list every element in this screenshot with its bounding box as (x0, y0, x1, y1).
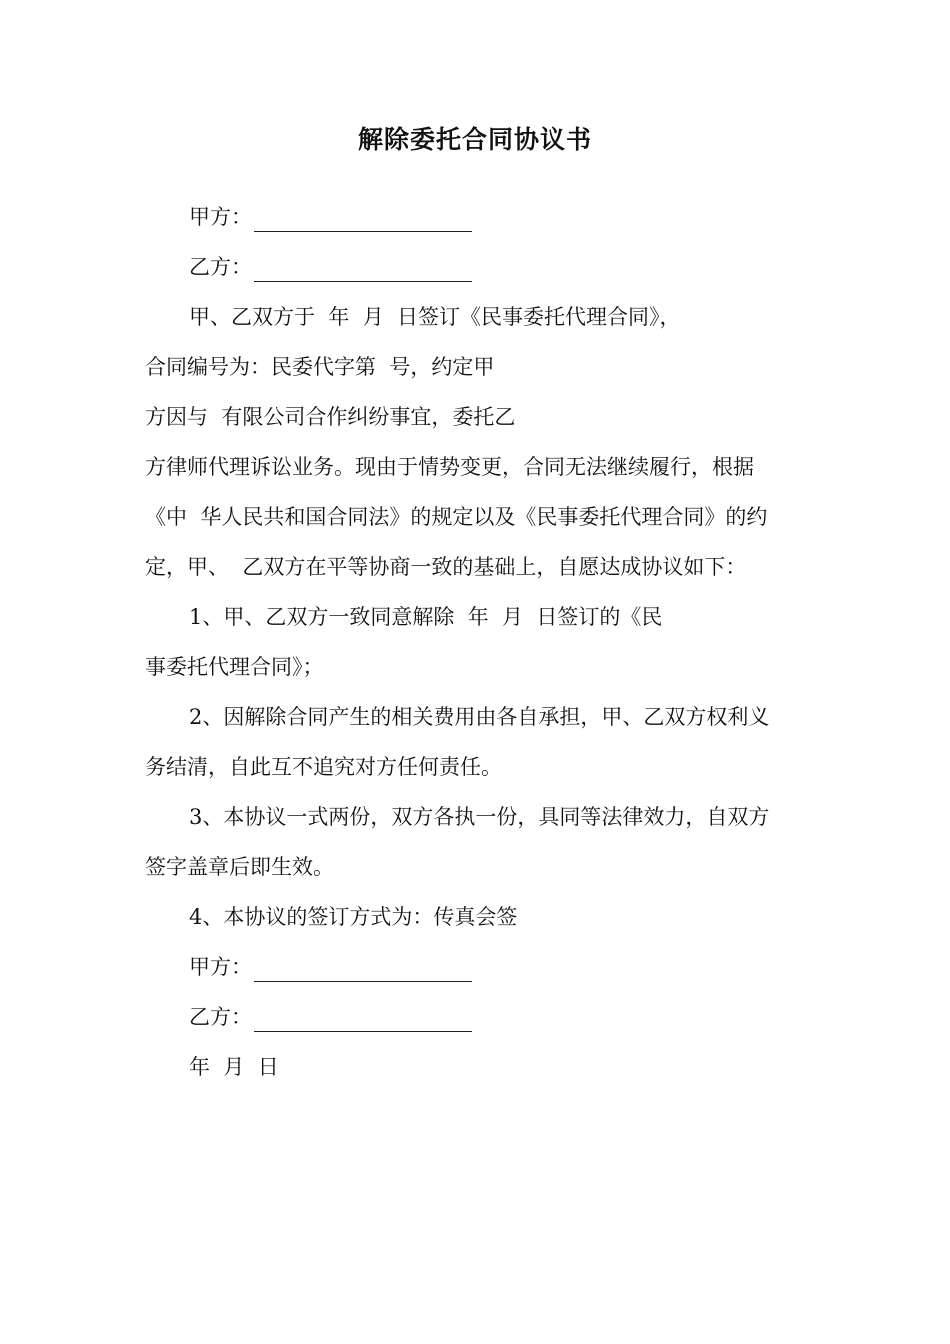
signature-party-b-label: 乙方： (189, 1005, 252, 1029)
intro-line: 甲、乙双方于 年 月 日签订《民事委托代理合同》， (189, 305, 681, 329)
signature-party-a-blank-line (254, 959, 472, 982)
clause-1-line: 1、甲、乙双方一致同意解除 年 月 日签订的《民 (189, 605, 663, 629)
intro-line: 方律师代理诉讼业务。现由于情势变更，合同无法继续履行，根据 (145, 455, 754, 479)
party-b-blank-line (254, 259, 472, 282)
header-party-b (189, 252, 472, 282)
intro-line: 合同编号为：民委代字第 号，约定甲 (145, 355, 495, 379)
party-a-label: 甲方： (189, 205, 252, 229)
signature-party-a (189, 952, 472, 982)
header-party-a (189, 202, 472, 232)
intro-line: 方因与 有限公司合作纠纷事宜，委托乙 (145, 405, 516, 429)
intro-line: 《中 华人民共和国合同法》的规定以及《民事委托代理合同》的约 (145, 505, 768, 529)
signature-date: 年 月 日 (189, 1055, 279, 1079)
clause-2-line: 务结清，自此互不追究对方任何责任。 (145, 755, 502, 779)
clause-3-line: 签字盖章后即生效。 (145, 855, 334, 879)
clause-1-line: 事委托代理合同》； (145, 655, 324, 679)
signature-party-b-blank-line (254, 1009, 472, 1032)
clause-3-line: 3、本协议一式两份，双方各执一份，具同等法律效力，自双方 (189, 805, 770, 829)
signature-party-b (189, 1002, 472, 1032)
intro-line: 定，甲、 乙双方在平等协商一致的基础上，自愿达成协议如下： (145, 555, 747, 579)
document-title: 解除委托合同协议书 (357, 125, 592, 154)
party-b-label: 乙方： (189, 255, 252, 279)
party-a-blank-line (254, 209, 472, 232)
signature-party-a-label: 甲方： (189, 955, 252, 979)
clause-2-line: 2、因解除合同产生的相关费用由各自承担，甲、乙双方权利义 (189, 705, 770, 729)
clause-4-line: 4、本协议的签订方式为：传真会签 (189, 905, 518, 929)
